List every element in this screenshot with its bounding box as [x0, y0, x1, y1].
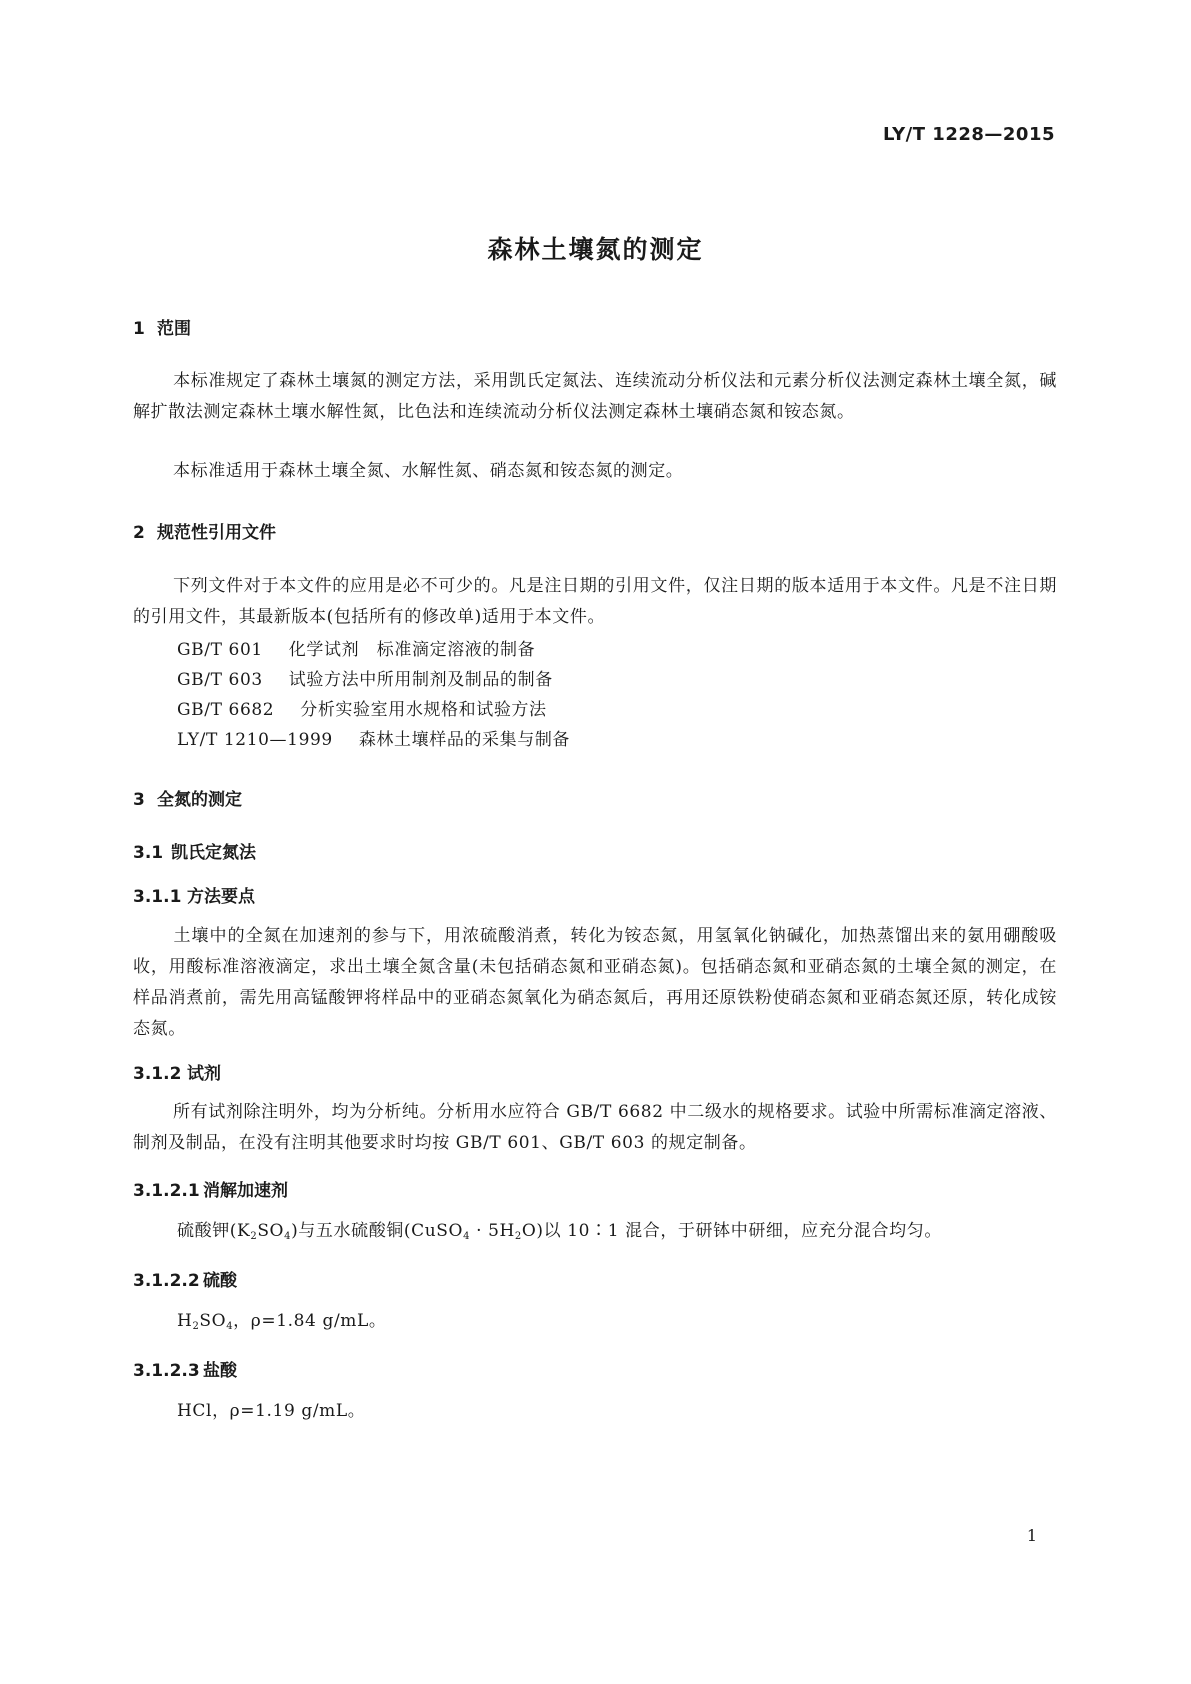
- section-3-title: 全氮的测定: [157, 790, 242, 810]
- section-3-1-2-1-heading: [133, 1176, 288, 1201]
- section-3-number: 3: [133, 790, 145, 810]
- page-number: 1: [1026, 1526, 1037, 1545]
- section-3-1-1-heading: [133, 882, 255, 907]
- section-2-title: 规范性引用文件: [157, 523, 276, 543]
- reference-item: [177, 665, 553, 690]
- section-3-1-2-1-title: 消解加速剂: [203, 1181, 288, 1201]
- formula-part: H: [177, 1311, 193, 1331]
- section-3-1-1-number: 3.1.1: [133, 887, 182, 907]
- reference-name: 森林土壤样品的采集与制备: [358, 730, 571, 750]
- formula-subscript: 2: [192, 1321, 200, 1332]
- reference-code: GB/T 601: [177, 640, 263, 660]
- section-1-paragraph-2-text: 本标准适用于森林土壤全氮、水解性氮、硝态氮和铵态氮的测定。: [173, 461, 684, 481]
- reference-code: GB/T 6682: [177, 700, 275, 720]
- reference-code: GB/T 603: [177, 670, 263, 690]
- section-3-1-2-2-heading: [133, 1266, 237, 1291]
- reference-code: LY/T 1210—1999: [177, 730, 333, 750]
- reference-name: 试验方法中所用制剂及制品的制备: [288, 670, 553, 690]
- section-3-1-2-3-title: 盐酸: [203, 1361, 237, 1381]
- section-3-1-2-3-text: HCl，ρ=1.19 g/mL。: [177, 1401, 366, 1421]
- section-1-title: 范围: [157, 319, 191, 339]
- section-1-heading: [133, 314, 191, 339]
- section-1-number: 1: [133, 319, 145, 339]
- section-3-1-1-paragraph-text: 土壤中的全氮在加速剂的参与下，用浓硫酸消煮，转化为铵态氮，用氢氧化钠碱化，加热蒸馏出来的氨用硼酸吸收，用酸标准溶液滴定，求出土壤全氮含量(未包括硝态氮和亚硝态氮)。包括硝态氮和亚硝态氮的土壤全氮的测定，在样品消煮前，需先用高锰酸钾将样品中的亚硝态氮氧化为硝态氮后，再用还原铁粉使硝态氮和亚硝态氮还原，转化成铵态氮。: [133, 926, 1057, 1039]
- reference-item: [177, 725, 570, 750]
- formula-part: · 5H: [470, 1221, 515, 1241]
- section-3-1-heading: [133, 838, 256, 863]
- section-3-1-2-2-number: 3.1.2.2: [133, 1271, 200, 1291]
- formula-part: O)以 10∶1 混合，于研钵中研细，应充分混合均匀。: [521, 1221, 942, 1241]
- formula-part: ，ρ=1.84 g/mL。: [233, 1311, 387, 1331]
- section-3-1-2-1-number: 3.1.2.1: [133, 1181, 200, 1201]
- reference-item: [177, 635, 535, 660]
- formula-subscript: 2: [250, 1231, 258, 1242]
- document-title: 森林土壤氮的测定: [487, 235, 704, 264]
- section-3-1-2-paragraph-text: 所有试剂除注明外，均为分析纯。分析用水应符合 GB/T 6682 中二级水的规格要求。试验中所需标准滴定溶液、制剂及制品，在没有注明其他要求时均按 GB/T 601、GB/T 603 的规定制备。: [133, 1102, 1057, 1153]
- section-3-heading: [133, 785, 242, 810]
- reference-name: 化学试剂 标准滴定溶液的制备: [288, 640, 536, 660]
- section-3-1-title: 凯氏定氮法: [171, 843, 256, 863]
- formula-subscript: 4: [226, 1321, 234, 1332]
- section-3-1-2-3-number: 3.1.2.3: [133, 1361, 200, 1381]
- section-3-1-2-paragraph: [133, 1097, 1057, 1159]
- formula-subscript: 4: [463, 1231, 471, 1242]
- section-3-1-1-paragraph: [133, 921, 1057, 1045]
- section-3-1-number: 3.1: [133, 843, 164, 863]
- section-3-1-2-title: 试剂: [187, 1064, 221, 1084]
- section-3-1-2-2-title: 硫酸: [203, 1271, 237, 1291]
- formula-part: SO: [257, 1221, 285, 1241]
- formula-part: 硫酸钾(K: [177, 1221, 251, 1241]
- formula-subscript: 2: [514, 1231, 522, 1242]
- reference-name: 分析实验室用水规格和试验方法: [300, 700, 547, 720]
- section-1-paragraph-1-text: 本标准规定了森林土壤氮的测定方法，采用凯氏定氮法、连续流动分析仪法和元素分析仪法测定森林土壤全氮，碱解扩散法测定森林土壤水解性氮，比色法和连续流动分析仪法测定森林土壤硝态氮和铵态氮。: [133, 371, 1057, 422]
- section-3-1-2-1-text: [177, 1216, 942, 1242]
- section-3-1-2-2-text: [177, 1306, 386, 1332]
- section-3-1-1-title: 方法要点: [187, 887, 255, 907]
- formula-subscript: 4: [284, 1231, 292, 1242]
- section-2-paragraph-text: 下列文件对于本文件的应用是必不可少的。凡是注日期的引用文件，仅注日期的版本适用于本文件。凡是不注日期的引用文件，其最新版本(包括所有的修改单)适用于本文件。: [133, 576, 1057, 627]
- section-3-1-2-heading: [133, 1059, 221, 1084]
- section-3-1-2-number: 3.1.2: [133, 1064, 182, 1084]
- section-2-heading: [133, 518, 276, 543]
- section-1-paragraph-2: [133, 456, 1057, 487]
- section-2-paragraph: [133, 571, 1057, 633]
- section-3-1-2-3-heading: [133, 1356, 237, 1381]
- section-2-number: 2: [133, 523, 145, 543]
- standard-code: LY/T 1228—2015: [882, 124, 1055, 145]
- reference-item: [177, 695, 547, 720]
- section-1-paragraph-1: [133, 366, 1057, 428]
- formula-part: )与五水硫酸铜(CuSO: [291, 1221, 464, 1241]
- formula-part: SO: [199, 1311, 227, 1331]
